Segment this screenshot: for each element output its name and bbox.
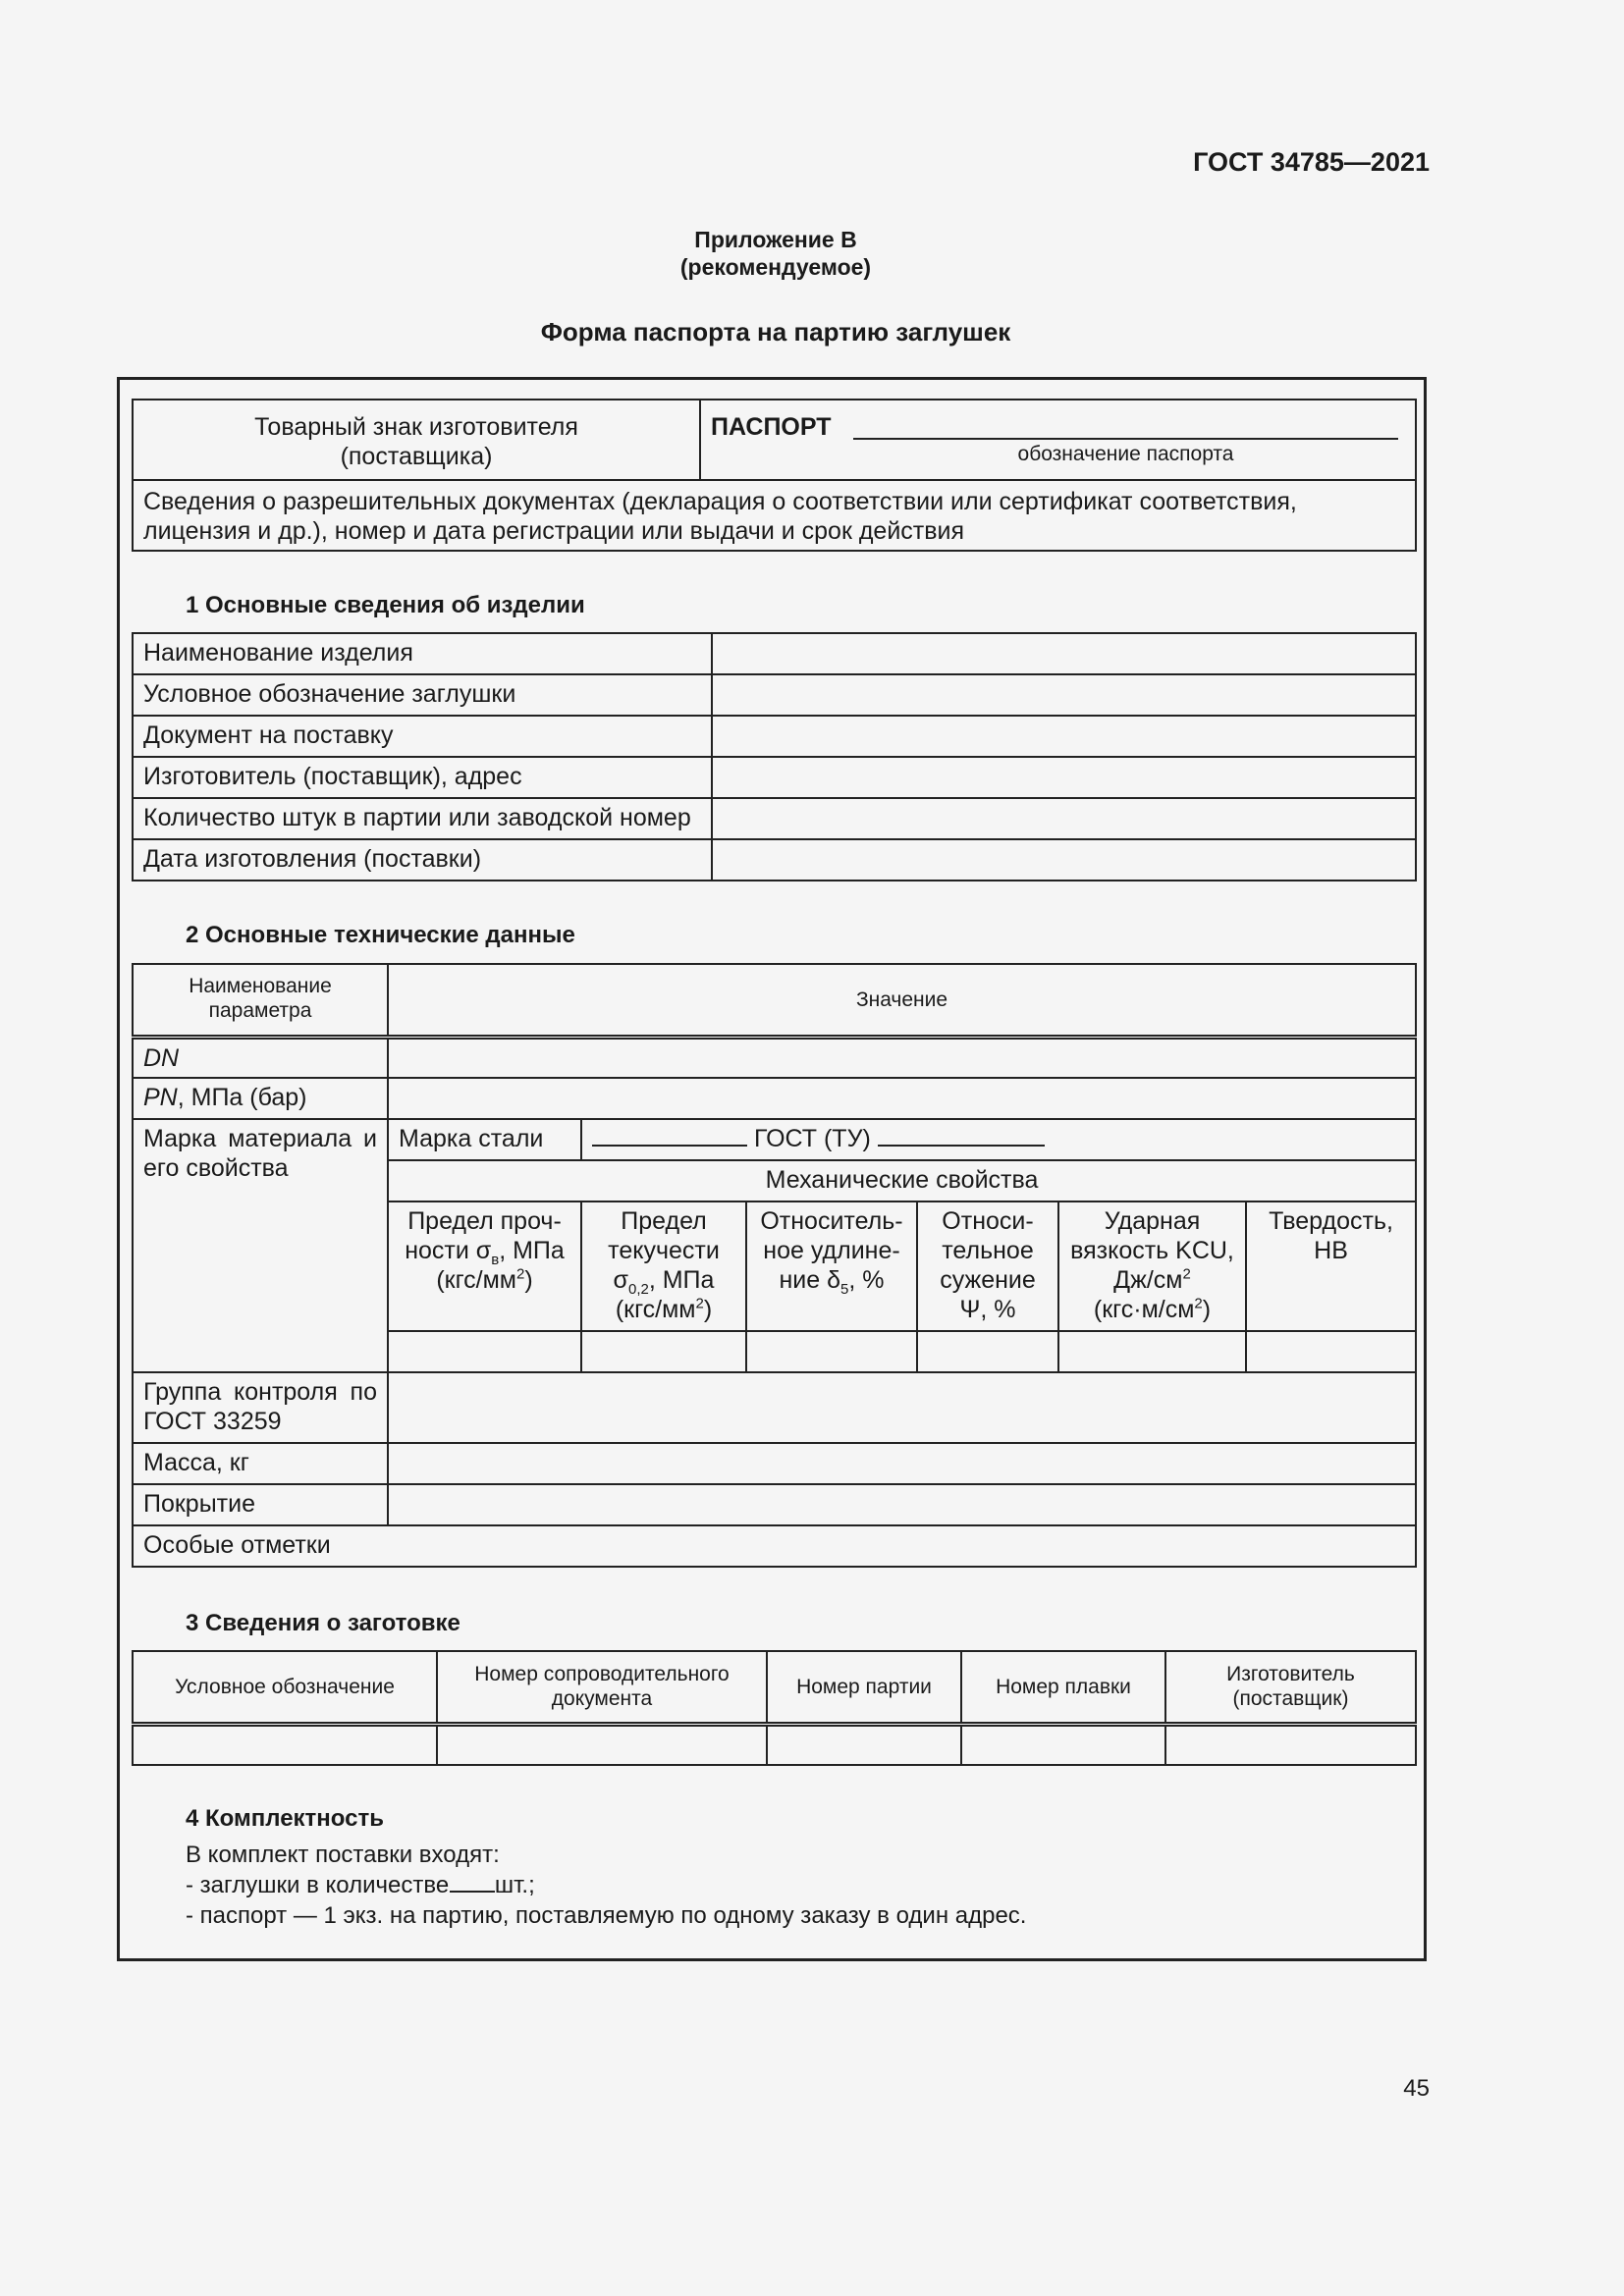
product-row-label: Наименование изделия <box>133 633 712 674</box>
pn-value[interactable] <box>388 1078 1416 1119</box>
tensile-strength-value[interactable] <box>388 1331 581 1372</box>
pn-label-unit: , МПа (бар) <box>177 1084 307 1111</box>
blank-col-header: Номер плавки <box>961 1651 1165 1724</box>
completeness-text <box>186 1840 1026 1931</box>
product-row-value[interactable] <box>712 633 1416 674</box>
product-row-value[interactable] <box>712 839 1416 881</box>
impact-text: Ударная <box>1104 1207 1201 1235</box>
trademark-line1: Товарный знак изготовителя <box>254 413 578 441</box>
section1-title: 1 Основные сведения об изделии <box>186 592 585 618</box>
completeness-line: В комплект поставки входят: <box>186 1842 500 1868</box>
section2-title: 2 Основные технические данные <box>186 922 575 948</box>
yield-strength-text: σ <box>613 1266 628 1294</box>
completeness-line: - паспорт — 1 экз. на партию, поставляемую по одному заказу в один адрес. <box>186 1902 1027 1929</box>
tensile-strength-sub: в <box>491 1252 500 1268</box>
control-group-value[interactable] <box>388 1372 1416 1443</box>
dn-label: DN <box>133 1037 388 1078</box>
yield-strength-text: (кгс/мм <box>615 1296 696 1323</box>
param-name-header: Наименование параметра <box>133 964 388 1037</box>
impact-text: Дж/см <box>1113 1266 1183 1294</box>
yield-strength-value[interactable] <box>581 1331 746 1372</box>
section4-title: 4 Комплектность <box>186 1805 384 1832</box>
reduction-of-area-header <box>917 1201 1058 1331</box>
elongation-sub: 5 <box>840 1281 849 1298</box>
product-row-label: Документ на поставку <box>133 716 712 757</box>
yield-strength-sup: 2 <box>695 1295 704 1312</box>
elongation-text: ное удлине- <box>763 1237 900 1264</box>
gost-tu-label: ГОСТ (ТУ) <box>753 1125 871 1152</box>
reduction-text: Относи- <box>942 1207 1034 1235</box>
tensile-strength-text: ) <box>524 1266 533 1294</box>
trademark-line2: (поставщика) <box>340 443 493 470</box>
blank-col-header: Номер сопроводительного документа <box>437 1651 767 1724</box>
product-row-value[interactable] <box>712 674 1416 716</box>
blank-col-header: Изготовитель (поставщик) <box>1165 1651 1416 1724</box>
hardness-value[interactable] <box>1246 1331 1416 1372</box>
product-row-label: Количество штук в партии или заводской номер <box>133 798 712 839</box>
blank-col-header: Условное обозначение <box>133 1651 437 1724</box>
mech-props-header: Механические свойства <box>388 1160 1416 1201</box>
elongation-text: Относитель- <box>760 1207 903 1235</box>
reduction-of-area-value[interactable] <box>917 1331 1058 1372</box>
product-row-label: Условное обозначение заглушки <box>133 674 712 716</box>
product-row-value[interactable] <box>712 716 1416 757</box>
page-number: 45 <box>1403 2075 1430 2102</box>
tensile-strength-text: (кгс/мм <box>436 1266 516 1294</box>
elongation-header <box>746 1201 917 1331</box>
section3-title: 3 Сведения о заготовке <box>186 1610 460 1636</box>
reduction-text: тельное <box>942 1237 1034 1264</box>
completeness-line <box>186 1870 1026 1900</box>
impact-text: (кгс·м/см <box>1093 1296 1195 1323</box>
tensile-strength-text: ности σ <box>405 1237 492 1264</box>
appendix-heading <box>0 226 1551 281</box>
passport-number-line <box>853 438 1398 440</box>
impact-text: ) <box>1202 1296 1212 1323</box>
mass-label: Масса, кг <box>133 1443 388 1484</box>
yield-strength-header <box>581 1201 746 1331</box>
impact-text: вязкость KCU, <box>1070 1237 1234 1264</box>
gost-tu-blank[interactable] <box>878 1145 1045 1147</box>
passport-label: ПАСПОРТ <box>711 413 832 441</box>
tech-data-table <box>132 963 1417 1568</box>
coating-value[interactable] <box>388 1484 1416 1525</box>
steel-grade-value[interactable] <box>581 1119 1416 1160</box>
elongation-text: , % <box>848 1266 885 1294</box>
yield-strength-sub: 0,2 <box>627 1281 649 1298</box>
product-info-table <box>132 632 1417 881</box>
tensile-strength-text: Предел проч- <box>407 1207 562 1235</box>
blank-cell[interactable] <box>1165 1724 1416 1765</box>
tensile-strength-header <box>388 1201 581 1331</box>
product-row-label: Изготовитель (поставщик), адрес <box>133 757 712 798</box>
reduction-text: сужение <box>940 1266 1036 1294</box>
product-row-label: Дата изготовления (поставки) <box>133 839 712 881</box>
material-label: Марка материала и его свойства <box>133 1119 388 1372</box>
product-row-value[interactable] <box>712 757 1416 798</box>
yield-strength-text: ) <box>703 1296 713 1323</box>
impact-toughness-header <box>1058 1201 1246 1331</box>
appendix-subtitle: (рекомендуемое) <box>679 254 872 280</box>
yield-strength-text: Предел <box>621 1207 707 1235</box>
steel-grade-label: Марка стали <box>388 1119 581 1160</box>
blank-col-header: Номер партии <box>767 1651 961 1724</box>
appendix-title: Приложение В <box>694 227 857 252</box>
blank-cell[interactable] <box>767 1724 961 1765</box>
passport-header-table <box>132 399 1417 552</box>
hardness-text: Твердость, <box>1269 1207 1393 1235</box>
permits-cell: Сведения о разрешительных документах (декларация о соответствии или сертификат соответствия, лицензия и др.), номер и дата регистрации или выдачи и срок действия <box>133 480 1416 551</box>
impact-sup: 2 <box>1182 1265 1191 1283</box>
value-header: Значение <box>388 964 1416 1037</box>
coating-label: Покрытие <box>133 1484 388 1525</box>
quantity-blank[interactable] <box>450 1891 495 1893</box>
yield-strength-text: , МПа <box>648 1266 715 1294</box>
blank-cell[interactable] <box>437 1724 767 1765</box>
trademark-cell <box>133 400 700 480</box>
passport-caption: обозначение паспорта <box>1017 443 1234 465</box>
control-group-label: Группа контроля по ГОСТ 33259 <box>133 1372 388 1443</box>
steel-grade-blank[interactable] <box>592 1145 747 1147</box>
passport-cell <box>700 400 1416 480</box>
tensile-strength-text: , МПа <box>499 1237 565 1264</box>
form-title: Форма паспорта на партию заглушек <box>540 317 1011 347</box>
mass-value[interactable] <box>388 1443 1416 1484</box>
yield-strength-text: текучести <box>608 1237 720 1264</box>
blank-info-table <box>132 1650 1417 1766</box>
hardness-header <box>1246 1201 1416 1331</box>
reduction-text: Ψ, % <box>959 1296 1016 1323</box>
standard-number: ГОСТ 34785—2021 <box>1193 147 1430 177</box>
impact-toughness-value[interactable] <box>1058 1331 1246 1372</box>
blank-cell[interactable] <box>961 1724 1165 1765</box>
completeness-qty-text: - заглушки в количестве <box>186 1872 456 1898</box>
elongation-text: ние δ <box>779 1266 841 1294</box>
pn-label-italic: PN <box>143 1084 178 1111</box>
product-row-value[interactable] <box>712 798 1416 839</box>
tensile-strength-sup: 2 <box>515 1265 525 1283</box>
hardness-text: HB <box>1314 1237 1348 1264</box>
blank-cell[interactable] <box>133 1724 437 1765</box>
dn-value[interactable] <box>388 1037 1416 1078</box>
special-notes: Особые отметки <box>133 1525 1416 1567</box>
pn-label <box>133 1078 388 1119</box>
completeness-unit-text: шт.; <box>494 1872 535 1898</box>
elongation-value[interactable] <box>746 1331 917 1372</box>
impact-sup: 2 <box>1194 1295 1203 1312</box>
